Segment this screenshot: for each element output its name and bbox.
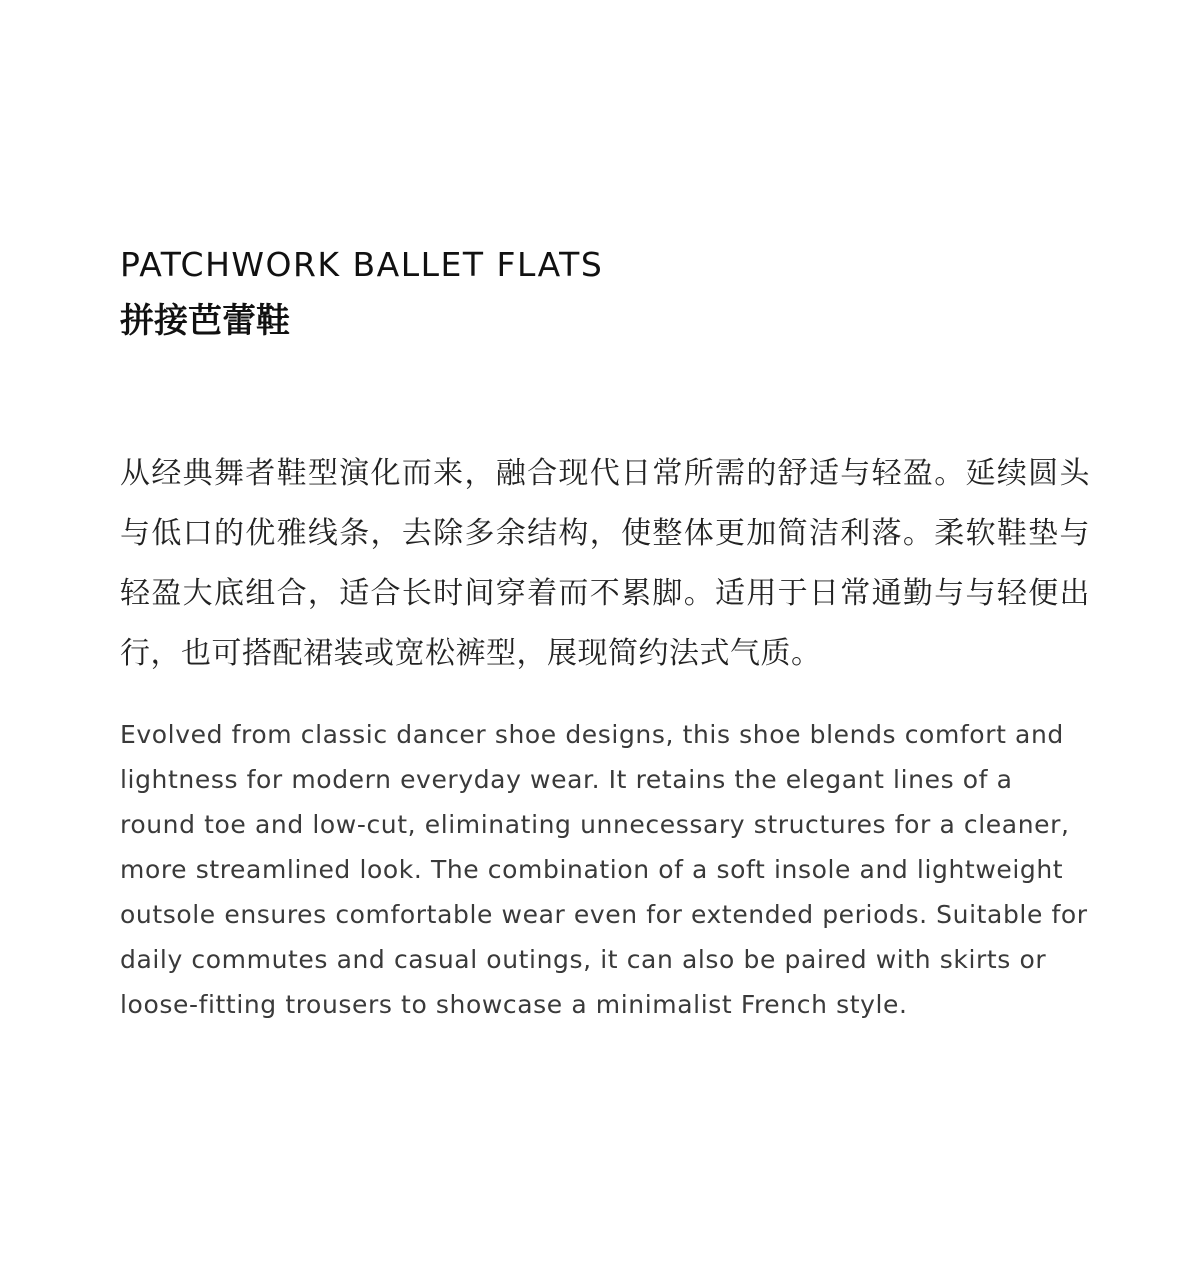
product-description-section	[120, 240, 1090, 1027]
product-title-en: PATCHWORK BALLET FLATS	[120, 245, 604, 284]
product-description-zh: 从经典舞者鞋型演化而来，融合现代日常所需的舒适与轻盈。延续圆头与低口的优雅线条，去除多余结构，使整体更加简洁利落。柔软鞋垫与轻盈大底组合，适合长时间穿着而不累脚。适用于日常通勤与与轻便出行，也可搭配裙装或宽松裤型，展现简约法式气质。	[120, 456, 1090, 671]
product-title-zh: 拼接芭蕾鞋	[120, 301, 290, 341]
product-description-en: Evolved from classic dancer shoe designs, this shoe blends comfort and lightness for modern everyday wear. It retains the elegant lines of a round toe and low-cut, eliminating unnecessary structures for a cleaner, more streamlined look. The combination of a soft insole and lightweight outsole ensures comfortable wear even for extended periods. Suitable for daily commutes and casual outings, it can also be paired with skirts or loose-fitting trousers to showcase a minimalist French style.	[120, 720, 1088, 1019]
